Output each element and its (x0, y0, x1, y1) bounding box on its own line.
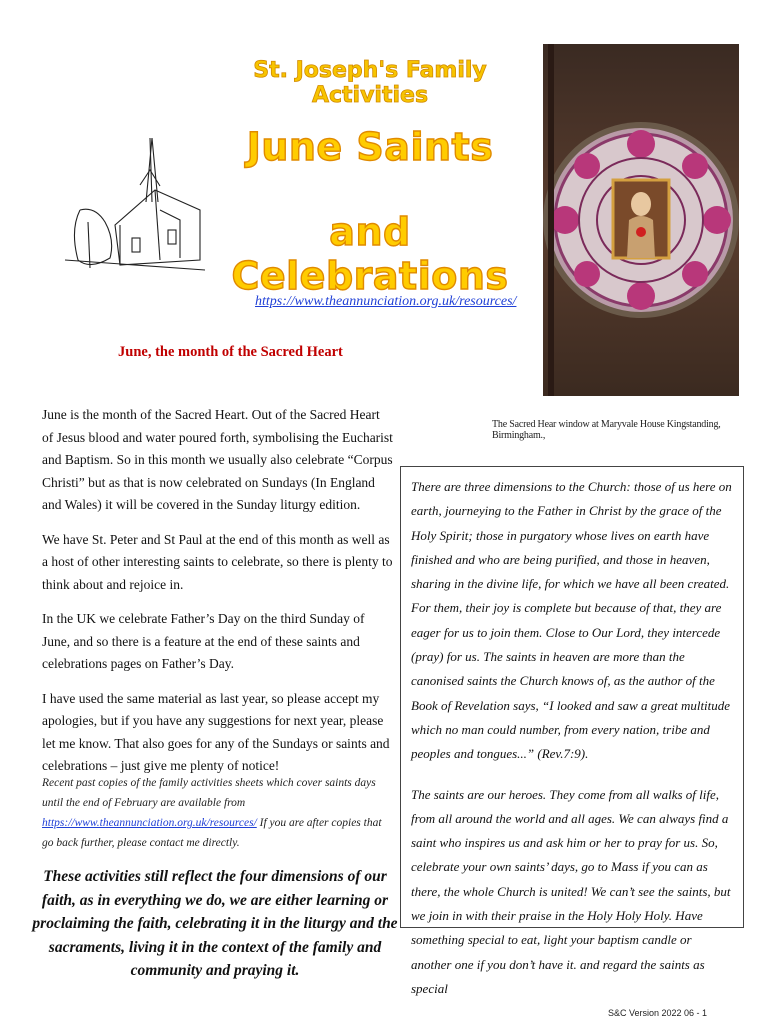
past-copies-note (42, 773, 394, 853)
church-sketch (60, 130, 210, 280)
version-footer: S&C Version 2022 06 - 1 (608, 1008, 708, 1018)
section-subheading: June, the month of the Sacred Heart (118, 344, 343, 360)
intro-paragraph: I have used the same material as last year, so please accept my apologies, but if you have any suggestions for next year, please let me know. That also goes for any of the Sundays or saints and celebrations – just give me plenty of notice! (42, 690, 390, 773)
series-title: St. Joseph's Family Activities (253, 58, 487, 108)
four-dimensions-statement: These activities still reflect the four dimensions of our faith, as in everything we do, we are either learning or proclaiming the faith, celebrating it in the liturgy and the sacraments, living it in the context of the family and community and praying it. (32, 868, 398, 979)
intro-paragraph: June is the month of the Sacred Heart. Out of the Sacred Heart of Jesus blood and water poured forth, symbolising the Eucharist and Baptism. So in this month we usually also celebrate “Corpus Christi” but as that is now celebrated on Sundays (In England and Wales) it will be covered in the Sunday liturgy edition. (42, 407, 393, 512)
page-title-line-2: and Celebrations (231, 210, 509, 298)
box-paragraph: There are three dimensions to the Church: those of us here on earth, journeying to the Father in Christ by the grace of the Holy Spirit; those in purgatory whose lives on earth have finished and who are being purified, and those in heaven, sharing in the divine life, for which we have all been created. For them, their joy is complete but because of that, they are eager for us to join them. Close to Our Lord, they intercede (pray) for us. The saints in heaven are more than the canonised saints the Church knows of, as the author of the Book of Revelation says, “I looked and saw a great multitude which no man could number, from every nation, tribe and peoples and tongues...” (Rev.7:9). (411, 479, 732, 762)
resources-link[interactable]: https://www.theannunciation.org.uk/resources/ (255, 294, 517, 309)
intro-column (42, 404, 394, 790)
intro-paragraph: In the UK we celebrate Father’s Day on the third Sunday of June, and so there is a feature at the end of these saints and celebrations pages on Father’s Day. (42, 611, 365, 671)
note-text-end: If you are after copies that go back further, please contact me directly. (42, 817, 382, 849)
church-dimensions-box (400, 466, 744, 996)
note-resources-link[interactable]: https://www.theannunciation.org.uk/resources/ (42, 817, 257, 829)
intro-paragraph: We have St. Peter and St Paul at the end of this month as well as a host of other interesting saints to celebrate, so there is plenty to think about and rejoice in. (42, 531, 393, 592)
note-text: Recent past copies of the family activities sheets which cover saints days until the end of February are available from (42, 777, 376, 809)
page-title-line-1: June Saints (246, 125, 494, 169)
box-paragraph: The saints are our heroes. They come from all walks of life, from all around the world and all ages. We can always find a saint who inspires us and ask him or her to pray for us. So, celebrate your own saints’ days, go to Mass if you can as there, the whole Church is united! We can’t see the saints, but we join in with their praise in the Holy Holy Holy. Have something special to eat, light your baptism candle or another one if you don’t have it. and regard the saints as special (411, 786, 731, 996)
image-caption: The Sacred Hear window at Maryvale House Kingstanding, Birmingham., (492, 419, 721, 441)
sacred-heart-window-image (543, 44, 739, 396)
